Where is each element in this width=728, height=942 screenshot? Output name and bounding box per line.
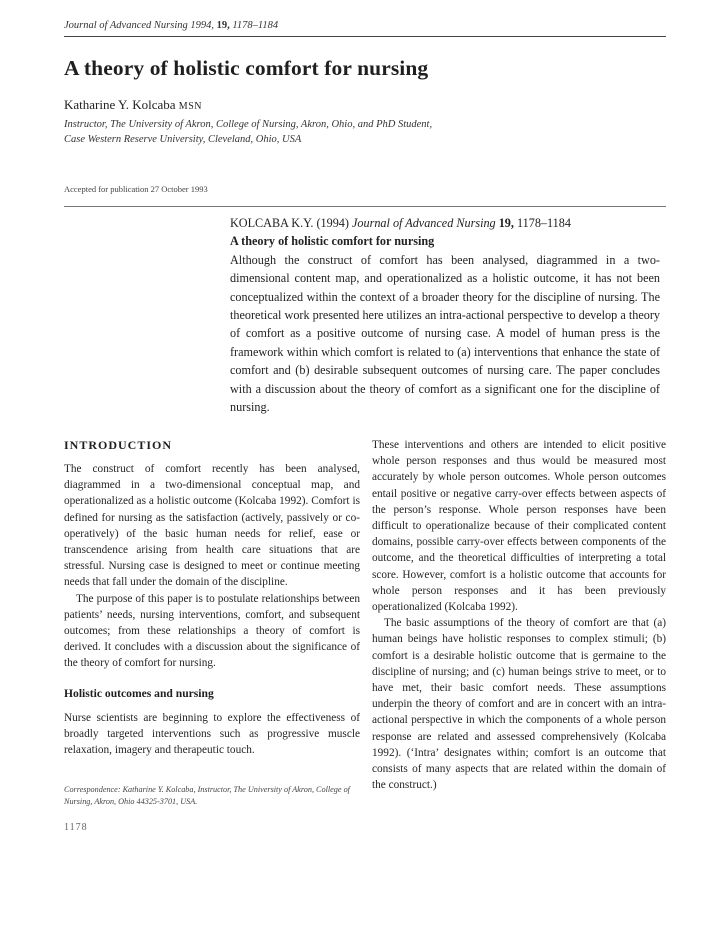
abstract-cite-volume: 19, (498, 216, 514, 230)
accepted-date: Accepted for publication 27 October 1993 (64, 184, 208, 194)
article-title: A theory of holistic comfort for nursing (64, 56, 429, 80)
intro-paragraph-2: The purpose of this paper is to postulate relationships between patients’ needs, nursing interventions, comfort, and subsequent outcomes; from these relationships a theory of comfort is derived. It concludes with a discussion about the significance of the theory of comfort for nursing. (64, 592, 360, 670)
holistic-paragraph: Nurse scientists are beginning to explore the effectiveness of broadly targeted interventions such as progressive muscle relaxation, imagery and therapeutic touch. (64, 711, 360, 757)
right-column (372, 437, 666, 793)
author-affiliation (64, 117, 484, 147)
journal-year: 1994, (190, 20, 215, 31)
intro-paragraph-1: The construct of comfort recently has been analysed, diagrammed in a two-dimensional conceptual map, and operationalized as a holistic outcome (Kolcaba 1992). Comfort is defined for nursing as the satisfaction (actively, passively or co-operatively) of the basic human needs for relief, ease or transcendence arising from health care situations that are stressful. Nursing case is designed to meet or continue meeting needs that fall under the domain of the discipline. (64, 463, 360, 589)
affiliation-line-2: Case Western Reserve University, Cleveland, Ohio, USA (64, 134, 302, 145)
right-paragraph-1: These interventions and others are intended to elicit positive whole person responses and thus would be measured most accurately by whole person outcomes. Whole person outcomes entail positive or negative carry-over effects between aspects of the person’s response. Whole person responses have been difficult to operationalize because of their complicated content domains, possible carry-over effects between components of the outcome, and the theoretical difficulties of interpreting a total score. However, comfort is a holistic outcome that accounts for whole person responses and it has been previously operationalized (Kolcaba 1992). (372, 439, 666, 614)
abstract-block (230, 214, 660, 416)
running-head (64, 20, 278, 31)
affiliation-line-1: Instructor, The University of Akron, College of Nursing, Akron, Ohio, and PhD Student, (64, 119, 433, 130)
left-column (64, 437, 360, 758)
right-paragraph-2: The basic assumptions of the theory of comfort are that (a) human beings have holistic responses to complex stimuli; (b) comfort is a desirable holistic outcome that is germaine to the discipline of nursing; and (c) human beings strive to meet, or to have met, their basic comfort needs. These assumptions underpin the theory of comfort and are in concert with an intra-actional perspective in which the components of a whole person response are related and assessed comprehensively (Kolcaba 1992). (‘Intra’ designates within; comfort is an outcome that consists of many aspects that are related within the domain of the construct.) (372, 617, 666, 792)
journal-volume: 19, (216, 20, 230, 31)
abstract-cite-pages: 1178–1184 (516, 216, 571, 230)
journal-pages: 1178–1184 (232, 20, 279, 31)
top-rule (64, 36, 666, 37)
author-degree: MSN (178, 101, 202, 112)
page-number: 1178 (64, 822, 88, 833)
subsection-heading: Holistic outcomes and nursing (64, 686, 214, 700)
author-line (64, 97, 202, 113)
abstract-title: A theory of holistic comfort for nursing (230, 234, 435, 249)
abstract-body: Although the construct of comfort has been analysed, diagrammed in a two-dimensional content map, and operationalized as a holistic outcome, it has not been conceptualized within the context of a broader theory for the discipline of nursing. The theoretical work presented here utilizes an intra-actional perspective to develop a theory of comfort as a positive outcome of nursing case. A model of human press is the framework within which comfort is related to (a) interventions that enhance the state of comfort and (b) desirable subsequent outcomes of nursing care. The paper concludes with a discussion about the theory of comfort as a significant one for the discipline of nursing. (230, 252, 660, 415)
journal-name: Journal of Advanced Nursing (64, 20, 188, 31)
section-heading-introduction: INTRODUCTION (64, 438, 173, 452)
abstract-citation (230, 214, 660, 232)
abstract-rule (64, 206, 666, 207)
abstract-cite-author: KOLCABA K.Y. (1994) (230, 216, 349, 230)
author-name: Katharine Y. Kolcaba (64, 97, 176, 112)
correspondence-footnote: Correspondence: Katharine Y. Kolcaba, Instructor, The University of Akron, College of Nursing, Akron, Ohio 44325-3701, USA. (64, 785, 350, 806)
abstract-cite-journal: Journal of Advanced Nursing (352, 216, 496, 230)
